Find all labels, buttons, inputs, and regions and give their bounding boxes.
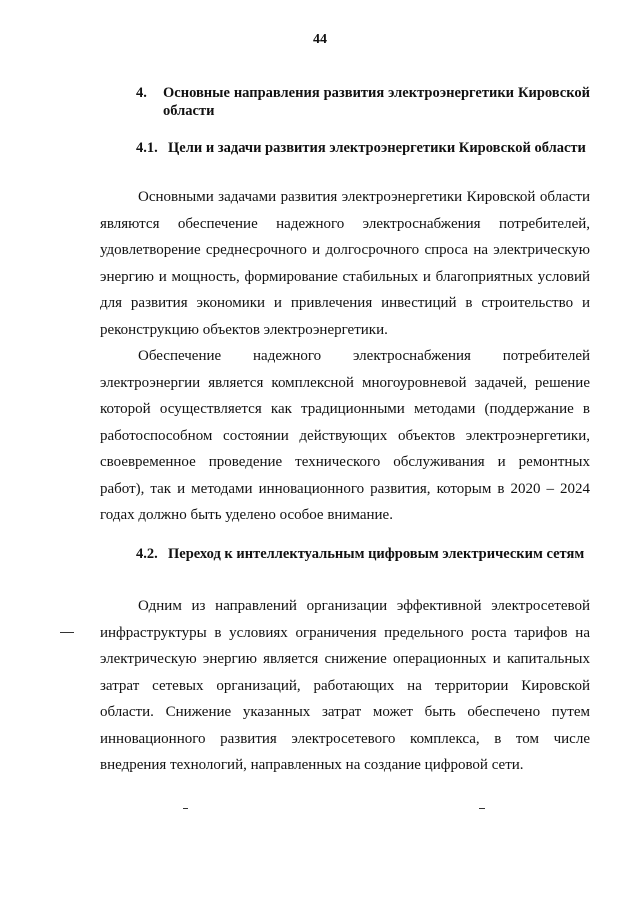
section-4-number: 4. [136,85,147,101]
section-4-2-number: 4.2. [136,546,158,562]
scan-mark-bottom-left [183,808,188,809]
section-4-1-heading [136,139,590,157]
section-4-1-number: 4.1. [136,140,158,156]
section-4-title: Основные направления развития электроэнергетики Кировской области [163,85,590,119]
scan-mark-left [60,632,74,633]
section-4-heading [136,84,590,120]
section-4-2-heading [136,545,590,563]
scan-mark-bottom-right [479,808,485,809]
paragraph-digital-networks: Одним из направлений организации эффективной электросетевой инфраструктуры в условиях ограничения предельного роста тарифов на электрическую энергию является снижение операционных и капитальных затрат сетевых организаций, работающих на территории Кировской области. Снижение указанных затрат может быть обеспечено путем инновационного развития электросетевого комплекса, в том числе внедрения технологий, направленных на создание цифровой сети. [100,598,590,773]
paragraph-tasks: Основными задачами развития электроэнергетики Кировской области являются обеспечение надежного электроснабжения потребителей, удовлетворение среднесрочного и долгосрочного спроса на электрическую энергию и мощность, формирование стабильных и благоприятных условий для развития экономики и привлечения инвестиций в строительство и реконструкцию объектов электроэнергетики. [100,189,590,338]
section-4-2-title: Переход к интеллектуальным цифровым электрическим сетям [168,546,585,562]
section-4-1-title: Цели и задачи развития электроэнергетики Кировской области [168,140,586,156]
page-number: 44 [313,32,327,47]
paragraph-reliability: Обеспечение надежного электроснабжения потребителей электроэнергии является комплексной многоуровневой задачей, решение которой осуществляется как традиционными методами (поддержание в работоспособном состоянии действующих объектов электроэнергетики, своевременное проведение технического обслуживания и ремонтных работ), так и методами инновационного развития, которым в 2020 – 2024 годах должно быть уделено особое внимание. [100,348,590,523]
